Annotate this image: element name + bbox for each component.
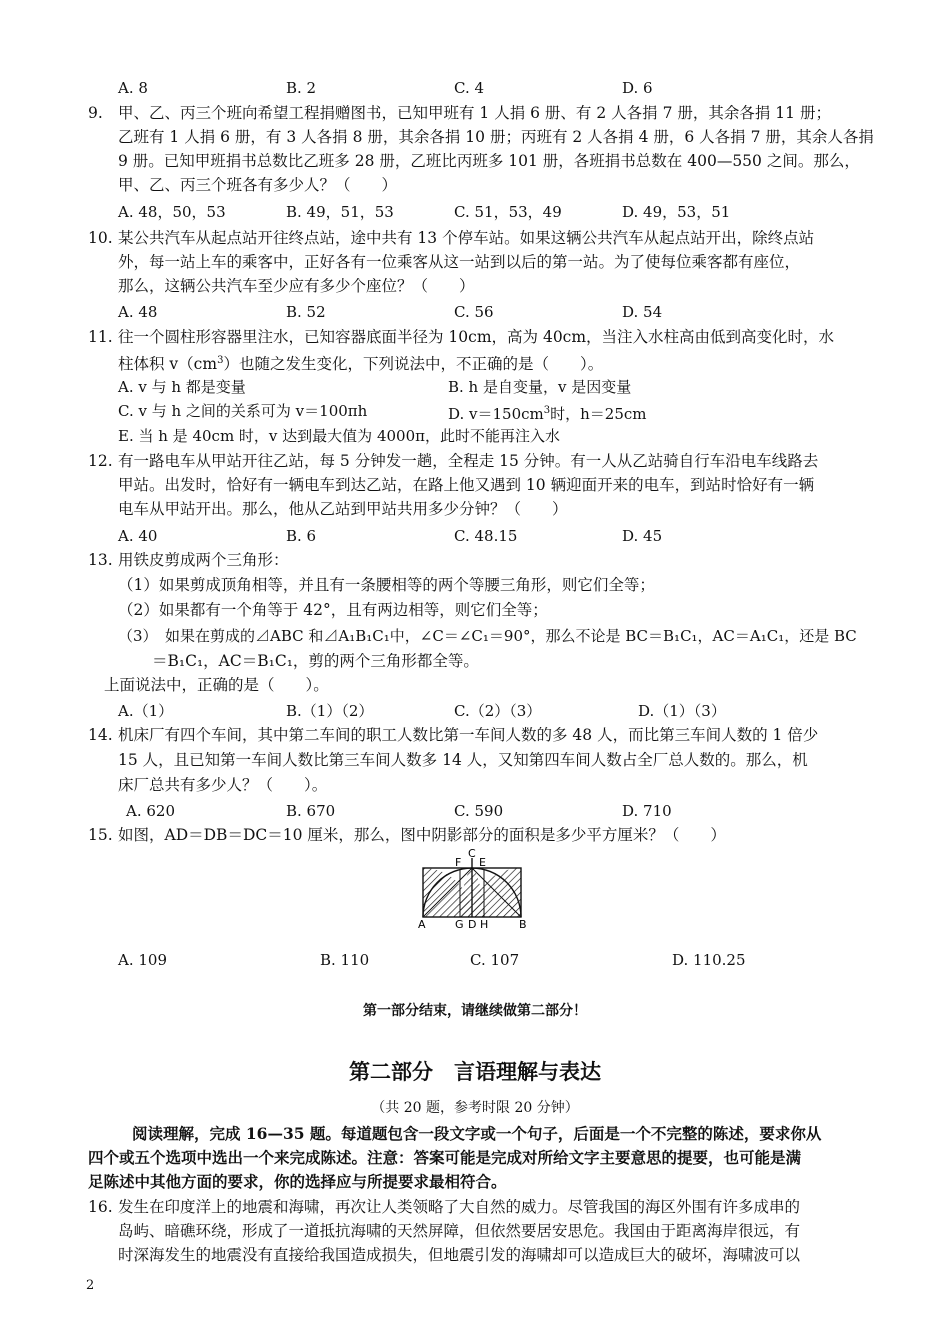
q9-line: 甲、乙、丙三个班各有多少人？（ ）: [118, 176, 398, 194]
label-e: E: [479, 856, 486, 869]
q9-line: 9 册。已知甲班捐书总数比乙班多 28 册，乙班比丙班多 101 册，各班捐书总数在 400—550 之间。那么，: [118, 152, 860, 170]
q9-option-d: D. 49，53，51: [622, 203, 731, 221]
q11-line: 柱体积 $v(cm^3)$也随之发生变化，下列说法中，不正确的是（ ）。: [118, 355, 604, 374]
part2-title: 第二部分 言语理解与表达: [349, 1059, 601, 1084]
q14-line: 床厂总共有多少人？（ ）。: [118, 776, 328, 794]
q12-option-b: B. 6: [286, 527, 317, 545]
q15-geometry-figure: [413, 844, 537, 930]
label-b: B: [519, 918, 527, 930]
q14-option-d: D. 710: [622, 802, 672, 820]
part2-instructions: 阅读理解，完成 16—35 题。每道题包含一段文字或一个句子，后面是一个不完整的陈述，要求你从: [132, 1124, 822, 1143]
q13-option-a: A.（1）: [118, 702, 174, 720]
q11-option-d: D. $v=150cm^3$时，h＝25cm: [448, 405, 647, 423]
q14-option-b: B. 670: [286, 802, 336, 820]
q10-option-b: B. 52: [286, 303, 326, 321]
q12-number: 12.: [88, 452, 113, 470]
q9-number: 9.: [88, 104, 103, 122]
q13-statement: ＝B₁C₁，AC＝B₁C₁，剪的两个三角形都全等。: [152, 652, 479, 670]
q9-option-b: B. 49，51，53: [286, 203, 394, 221]
q12-option-c: C. 48.15: [454, 527, 518, 545]
label-a: A: [418, 918, 426, 930]
label-c: C: [468, 847, 476, 860]
q10-line: 某公共汽车从起点站开往终点站，途中共有 13 个停车站。如果这辆公共汽车从起点站开出，除终点站: [118, 229, 815, 247]
q9-line: 甲、乙、丙三个班向希望工程捐赠图书，已知甲班有 1 人捐 6 册、有 2 人各捐 7 册，其余各捐 11 册；: [118, 104, 831, 122]
q13-statement: （3） 如果在剪成的⊿ABC 和⊿A₁B₁C₁中，∠C＝∠C₁＝90°，那么不论是 BC＝B₁C₁，AC＝A₁C₁，还是 BC: [118, 627, 857, 645]
label-f: F: [455, 856, 462, 869]
q13-option-b: B.（1）（2）: [286, 702, 374, 720]
q8-option-b: B. 2: [286, 79, 317, 97]
q14-line: 机床厂有四个车间，其中第二车间的职工人数比第一车间人数的多 48 人，而比第三车间人数的 1 倍少: [118, 726, 819, 744]
q15-line: 如图，AD＝DB＝DC＝10 厘米，那么，图中阴影部分的面积是多少平方厘米？（ ）: [118, 826, 726, 844]
q9-option-c: C. 51，53，49: [454, 203, 562, 221]
q9-option-a: A. 48，50，53: [118, 203, 226, 221]
q12-option-a: A. 40: [118, 527, 158, 545]
q13-statement: （1）如果剪成顶角相等，并且有一条腰相等的两个等腰三角形，则它们全等；: [118, 576, 655, 594]
q11-number: 11.: [88, 328, 113, 346]
part1-end-note: 第一部分结束，请继续做第二部分！: [363, 1003, 587, 1019]
q13-number: 13.: [88, 551, 113, 569]
label-h: H: [480, 918, 489, 930]
q12-line: 电车从甲站开出。那么，他从乙站到甲站共用多少分钟？（ ）: [118, 500, 568, 518]
q15-option-c: C. 107: [470, 951, 520, 969]
q15-option-a: A. 109: [118, 951, 167, 969]
q13-statement: （2）如果都有一个角等于 42°，且有两边相等，则它们全等；: [118, 601, 548, 619]
q10-option-c: C. 56: [454, 303, 494, 321]
q12-option-d: D. 45: [622, 527, 663, 545]
q10-option-a: A. 48: [118, 303, 158, 321]
q11-line: 往一个圆柱形容器里注水，已知容器底面半径为 10cm，高为 40cm，当注入水柱高由低到高变化时，水: [118, 328, 835, 346]
q11-option-b: B. h 是自变量，v 是因变量: [448, 378, 632, 396]
q10-number: 10.: [88, 229, 113, 247]
q9-line: 乙班有 1 人捐 6 册，有 3 人各捐 8 册，其余各捐 10 册；丙班有 2 人各捐 4 册，6 人各捐 7 册，其余人各捐: [118, 128, 874, 146]
q11-option-c: C. v 与 h 之间的关系可为 v＝100πh: [118, 402, 368, 420]
label-d: D: [468, 918, 477, 930]
q15-option-b: B. 110: [320, 951, 370, 969]
q13-option-c: C.（2）（3）: [454, 702, 542, 720]
part2-instructions: 四个或五个选项中选出一个来完成陈述。注意：答案可能是完成对所给文字主要意思的提要，也可能是满: [88, 1148, 802, 1167]
q16-line: 时深海发生的地震没有直接给我国造成损失，但地震引发的海啸却可以造成巨大的破坏，海啸波可以: [118, 1246, 801, 1264]
q15-number: 15.: [88, 826, 113, 844]
q13-option-d: D.（1）（3）: [638, 702, 726, 720]
q8-option-c: C. 4: [454, 79, 485, 97]
q12-line: 有一路电车从甲站开往乙站，每 5 分钟发一趟，全程走 15 分钟。有一人从乙站骑自行车沿电车线路去: [118, 452, 819, 470]
q14-line: 15 人，且已知第一车间人数比第三车间人数多 14 人，又知第四车间人数占全厂总人数的。那么，机: [118, 751, 808, 769]
q16-line: 发生在印度洋上的地震和海啸，再次让人类领略了大自然的威力。尽管我国的海区外围有许多成串的: [118, 1198, 801, 1216]
label-g: G: [455, 918, 464, 930]
q8-option-a: A. 8: [118, 79, 148, 97]
q12-line: 甲站。出发时，恰好有一辆电车到达乙站，在路上他又遇到 10 辆迎面开来的电车，到站时恰好有一辆: [118, 476, 815, 494]
q16-number: 16.: [88, 1198, 113, 1216]
q13-question: 上面说法中，正确的是（ ）。: [104, 676, 329, 694]
q11-option-a: A. v 与 h 都是变量: [118, 378, 246, 396]
q14-number: 14.: [88, 726, 113, 744]
q10-option-d: D. 54: [622, 303, 663, 321]
q14-option-a: A. 620: [126, 802, 175, 820]
q11-option-e: E. 当 h 是 40cm 时，v 达到最大值为 4000π，此时不能再注入水: [118, 427, 560, 445]
q10-line: 那么，这辆公共汽车至少应有多少个座位？（ ）: [118, 277, 475, 295]
q13-intro: 用铁皮剪成两个三角形：: [118, 551, 289, 569]
q10-line: 外，每一站上车的乘客中，正好各有一位乘客从这一站到以后的第一站。为了使每位乘客都有座位，: [118, 253, 801, 271]
part2-subtitle: （共 20 题，参考时限 20 分钟）: [371, 1100, 579, 1116]
page-number: 2: [86, 1278, 95, 1293]
q14-option-c: C. 590: [454, 802, 504, 820]
q16-line: 岛屿、暗礁环绕，形成了一道抵抗海啸的天然屏障，但依然要居安思危。我国由于距离海岸很远，有: [118, 1222, 801, 1240]
q15-option-d: D. 110.25: [672, 951, 746, 969]
part2-instructions: 足陈述中其他方面的要求，你的选择应与所提要求最相符合。: [88, 1172, 507, 1191]
q8-option-d: D. 6: [622, 79, 653, 97]
